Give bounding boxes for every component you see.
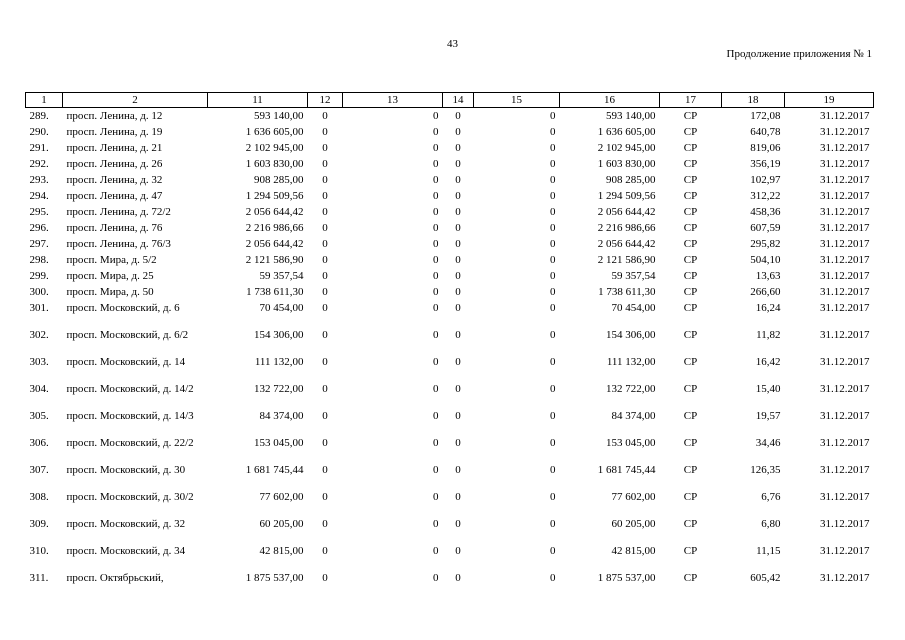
col19-cell: 31.12.2017 (820, 286, 870, 298)
table-row (26, 516, 874, 543)
col12-cell: 0 (322, 464, 328, 476)
address-cell: просп. Московский, д. 22/2 (66, 437, 194, 449)
col14-cell: 0 (455, 190, 461, 202)
col14-cell: 0 (455, 206, 461, 218)
col13-cell: 0 (433, 238, 439, 250)
col12-cell: 0 (322, 518, 328, 530)
col12-cell: 0 (322, 383, 328, 395)
address-cell: просп. Ленина, д. 12 (66, 110, 163, 122)
col19-cell: 31.12.2017 (820, 572, 870, 584)
col19-cell: 31.12.2017 (820, 491, 870, 503)
col16-cell: 1 294 509,56 (597, 190, 656, 202)
col11-cell: 1 875 537,00 (245, 572, 304, 584)
table-row (26, 284, 874, 300)
col17-cell: СР (683, 158, 698, 170)
address-cell: просп. Ленина, д. 21 (66, 142, 163, 154)
address-cell: просп. Ленина, д. 72/2 (66, 206, 171, 218)
column-header: 14 (443, 93, 474, 108)
table-row (26, 188, 874, 204)
table-row (26, 268, 874, 284)
table-row (26, 462, 874, 489)
col18-cell: 16,24 (755, 302, 781, 314)
col11-cell: 59 357,54 (259, 270, 304, 282)
col18-cell: 11,15 (756, 545, 781, 557)
col18-cell: 102,97 (750, 174, 781, 186)
table-row (26, 156, 874, 172)
col13-cell: 0 (433, 491, 439, 503)
col11-cell: 70 454,00 (259, 302, 304, 314)
col19-cell: 31.12.2017 (820, 356, 870, 368)
col15-cell: 0 (550, 410, 556, 422)
col14-cell: 0 (455, 572, 461, 584)
address-cell: просп. Московский, д. 14/3 (66, 410, 194, 422)
col14-cell: 0 (455, 518, 461, 530)
row-number: 300. (29, 286, 49, 298)
col12-cell: 0 (322, 158, 328, 170)
table-row (26, 124, 874, 140)
column-header: 11 (208, 93, 308, 108)
col19-cell: 31.12.2017 (820, 270, 870, 282)
col14-cell: 0 (455, 329, 461, 341)
col14-cell: 0 (455, 383, 461, 395)
table-body (26, 108, 874, 587)
col15-cell: 0 (550, 110, 556, 122)
col13-cell: 0 (433, 126, 439, 138)
row-number: 292. (29, 158, 49, 170)
address-cell: просп. Ленина, д. 76 (66, 222, 163, 234)
col12-cell: 0 (322, 437, 328, 449)
col13-cell: 0 (433, 270, 439, 282)
col14-cell: 0 (455, 286, 461, 298)
col13-cell: 0 (433, 545, 439, 557)
row-number: 308. (29, 491, 49, 503)
col18-cell: 6,80 (761, 518, 781, 530)
column-header: 1 (26, 93, 63, 108)
col16-cell: 2 121 586,90 (597, 254, 656, 266)
col11-cell: 132 722,00 (254, 383, 304, 395)
address-cell: просп. Московский, д. 6 (66, 302, 180, 314)
col19-cell: 31.12.2017 (820, 383, 870, 395)
col13-cell: 0 (433, 356, 439, 368)
col13-cell: 0 (433, 329, 439, 341)
row-number: 297. (29, 238, 49, 250)
col15-cell: 0 (550, 254, 556, 266)
table-row (26, 354, 874, 381)
column-header: 13 (343, 93, 443, 108)
col16-cell: 42 815,00 (611, 545, 656, 557)
col19-cell: 31.12.2017 (820, 206, 870, 218)
col14-cell: 0 (455, 410, 461, 422)
col14-cell: 0 (455, 464, 461, 476)
col18-cell: 356,19 (750, 158, 781, 170)
col16-cell: 132 722,00 (606, 383, 656, 395)
col19-cell: 31.12.2017 (820, 110, 870, 122)
address-cell: просп. Ленина, д. 19 (66, 126, 163, 138)
row-number: 307. (29, 464, 49, 476)
col16-cell: 1 603 830,00 (597, 158, 656, 170)
col12-cell: 0 (322, 302, 328, 314)
column-header: 2 (63, 93, 208, 108)
column-header: 15 (474, 93, 560, 108)
col14-cell: 0 (455, 158, 461, 170)
col16-cell: 84 374,00 (611, 410, 656, 422)
table-row (26, 140, 874, 156)
col14-cell: 0 (455, 356, 461, 368)
col15-cell: 0 (550, 545, 556, 557)
col13-cell: 0 (433, 410, 439, 422)
address-cell: просп. Октябрьский, (66, 572, 164, 584)
col11-cell: 2 102 945,00 (245, 142, 304, 154)
col18-cell: 504,10 (750, 254, 781, 266)
col17-cell: СР (683, 491, 698, 503)
table-row (26, 408, 874, 435)
address-cell: просп. Ленина, д. 76/3 (66, 238, 171, 250)
row-number: 305. (29, 410, 49, 422)
col15-cell: 0 (550, 270, 556, 282)
address-cell: просп. Мира, д. 25 (66, 270, 154, 282)
col11-cell: 1 603 830,00 (245, 158, 304, 170)
col17-cell: СР (683, 254, 698, 266)
row-number: 304. (29, 383, 49, 395)
col18-cell: 607,59 (750, 222, 781, 234)
row-number: 296. (29, 222, 49, 234)
col19-cell: 31.12.2017 (820, 410, 870, 422)
col18-cell: 458,36 (750, 206, 781, 218)
col19-cell: 31.12.2017 (820, 158, 870, 170)
row-number: 303. (29, 356, 49, 368)
col14-cell: 0 (455, 222, 461, 234)
column-header: 12 (308, 93, 343, 108)
col12-cell: 0 (322, 110, 328, 122)
col15-cell: 0 (550, 518, 556, 530)
col17-cell: СР (683, 518, 698, 530)
col19-cell: 31.12.2017 (820, 222, 870, 234)
col11-cell: 2 056 644,42 (245, 238, 304, 250)
col13-cell: 0 (433, 142, 439, 154)
col17-cell: СР (683, 410, 698, 422)
col16-cell: 111 132,00 (606, 356, 656, 368)
col18-cell: 640,78 (750, 126, 781, 138)
col12-cell: 0 (322, 206, 328, 218)
col14-cell: 0 (455, 174, 461, 186)
address-cell: просп. Мира, д. 5/2 (66, 254, 157, 266)
col12-cell: 0 (322, 238, 328, 250)
col15-cell: 0 (550, 206, 556, 218)
table-row (26, 543, 874, 570)
col14-cell: 0 (455, 437, 461, 449)
row-number: 309. (29, 518, 49, 530)
col13-cell: 0 (433, 286, 439, 298)
address-cell: просп. Московский, д. 14 (66, 356, 186, 368)
col13-cell: 0 (433, 110, 439, 122)
address-cell: просп. Московский, д. 32 (66, 518, 186, 530)
col15-cell: 0 (550, 464, 556, 476)
col14-cell: 0 (455, 254, 461, 266)
col15-cell: 0 (550, 491, 556, 503)
col18-cell: 266,60 (750, 286, 781, 298)
col15-cell: 0 (550, 572, 556, 584)
col16-cell: 1 681 745,44 (597, 464, 656, 476)
col17-cell: СР (683, 126, 698, 138)
col18-cell: 6,76 (761, 491, 781, 503)
col15-cell: 0 (550, 356, 556, 368)
table-row (26, 236, 874, 252)
col14-cell: 0 (455, 491, 461, 503)
address-cell: просп. Московский, д. 30/2 (66, 491, 194, 503)
table-row (26, 204, 874, 220)
column-header: 18 (722, 93, 785, 108)
col17-cell: СР (683, 464, 698, 476)
col11-cell: 84 374,00 (259, 410, 304, 422)
col18-cell: 15,40 (755, 383, 781, 395)
col17-cell: СР (683, 329, 698, 341)
col11-cell: 1 294 509,56 (245, 190, 304, 202)
table-row (26, 435, 874, 462)
header-row (26, 93, 874, 108)
col12-cell: 0 (322, 174, 328, 186)
col16-cell: 2 056 644,42 (597, 206, 656, 218)
col18-cell: 312,22 (750, 190, 781, 202)
table-row (26, 381, 874, 408)
col17-cell: СР (683, 383, 698, 395)
col16-cell: 153 045,00 (606, 437, 656, 449)
col19-cell: 31.12.2017 (820, 238, 870, 250)
col13-cell: 0 (433, 190, 439, 202)
row-number: 295. (29, 206, 49, 218)
col13-cell: 0 (433, 302, 439, 314)
row-number: 293. (29, 174, 49, 186)
column-header: 17 (660, 93, 722, 108)
col17-cell: СР (683, 190, 698, 202)
col17-cell: СР (683, 356, 698, 368)
col16-cell: 1 636 605,00 (597, 126, 656, 138)
col12-cell: 0 (322, 222, 328, 234)
row-number: 291. (29, 142, 49, 154)
col17-cell: СР (683, 286, 698, 298)
col18-cell: 819,06 (750, 142, 781, 154)
col19-cell: 31.12.2017 (820, 437, 870, 449)
column-header: 16 (560, 93, 660, 108)
col16-cell: 1 875 537,00 (597, 572, 656, 584)
address-cell: просп. Московский, д. 14/2 (66, 383, 194, 395)
col14-cell: 0 (455, 545, 461, 557)
col12-cell: 0 (322, 190, 328, 202)
col15-cell: 0 (550, 238, 556, 250)
col11-cell: 2 121 586,90 (245, 254, 304, 266)
col16-cell: 77 602,00 (611, 491, 656, 503)
col18-cell: 605,42 (750, 572, 781, 584)
col15-cell: 0 (550, 142, 556, 154)
table-row (26, 300, 874, 327)
col13-cell: 0 (433, 572, 439, 584)
col12-cell: 0 (322, 254, 328, 266)
address-cell: просп. Ленина, д. 47 (66, 190, 163, 202)
row-number: 299. (29, 270, 49, 282)
col19-cell: 31.12.2017 (820, 518, 870, 530)
col15-cell: 0 (550, 329, 556, 341)
col18-cell: 172,08 (750, 110, 781, 122)
table-row (26, 252, 874, 268)
col19-cell: 31.12.2017 (820, 126, 870, 138)
col15-cell: 0 (550, 383, 556, 395)
row-number: 290. (29, 126, 49, 138)
col18-cell: 19,57 (755, 410, 781, 422)
col15-cell: 0 (550, 190, 556, 202)
col12-cell: 0 (322, 142, 328, 154)
col19-cell: 31.12.2017 (820, 190, 870, 202)
col12-cell: 0 (322, 491, 328, 503)
col15-cell: 0 (550, 286, 556, 298)
col13-cell: 0 (433, 464, 439, 476)
address-cell: просп. Ленина, д. 26 (66, 158, 163, 170)
col16-cell: 2 216 986,66 (597, 222, 656, 234)
col13-cell: 0 (433, 158, 439, 170)
col17-cell: СР (683, 110, 698, 122)
table-row (26, 327, 874, 354)
col17-cell: СР (683, 206, 698, 218)
col14-cell: 0 (455, 238, 461, 250)
col17-cell: СР (683, 302, 698, 314)
row-number: 289. (29, 110, 49, 122)
col16-cell: 154 306,00 (606, 329, 656, 341)
col16-cell: 593 140,00 (606, 110, 656, 122)
col17-cell: СР (683, 545, 698, 557)
col11-cell: 1 636 605,00 (245, 126, 304, 138)
col13-cell: 0 (433, 174, 439, 186)
row-number: 298. (29, 254, 49, 266)
col15-cell: 0 (550, 158, 556, 170)
col12-cell: 0 (322, 126, 328, 138)
row-number: 311. (29, 572, 49, 584)
col12-cell: 0 (322, 329, 328, 341)
col14-cell: 0 (455, 142, 461, 154)
col16-cell: 2 056 644,42 (597, 238, 656, 250)
col15-cell: 0 (550, 222, 556, 234)
col12-cell: 0 (322, 410, 328, 422)
address-cell: просп. Московский, д. 6/2 (66, 329, 189, 341)
col15-cell: 0 (550, 437, 556, 449)
col19-cell: 31.12.2017 (820, 329, 870, 341)
col13-cell: 0 (433, 437, 439, 449)
col15-cell: 0 (550, 302, 556, 314)
col13-cell: 0 (433, 222, 439, 234)
data-table (25, 92, 874, 586)
table-row (26, 220, 874, 236)
col11-cell: 153 045,00 (254, 437, 304, 449)
col16-cell: 2 102 945,00 (597, 142, 656, 154)
col12-cell: 0 (322, 286, 328, 298)
col15-cell: 0 (550, 174, 556, 186)
table-row (26, 172, 874, 188)
row-number: 302. (29, 329, 49, 341)
col18-cell: 295,82 (750, 238, 781, 250)
col16-cell: 1 738 611,30 (598, 286, 656, 298)
col11-cell: 60 205,00 (259, 518, 304, 530)
table-row (26, 570, 874, 586)
col14-cell: 0 (455, 126, 461, 138)
col11-cell: 42 815,00 (259, 545, 304, 557)
col19-cell: 31.12.2017 (820, 142, 870, 154)
col19-cell: 31.12.2017 (820, 464, 870, 476)
col16-cell: 60 205,00 (611, 518, 656, 530)
col16-cell: 59 357,54 (611, 270, 656, 282)
col15-cell: 0 (550, 126, 556, 138)
col17-cell: СР (683, 437, 698, 449)
col11-cell: 1 738 611,30 (246, 286, 304, 298)
col19-cell: 31.12.2017 (820, 302, 870, 314)
col14-cell: 0 (455, 110, 461, 122)
col18-cell: 13,63 (755, 270, 781, 282)
col12-cell: 0 (322, 356, 328, 368)
col11-cell: 2 056 644,42 (245, 206, 304, 218)
col17-cell: СР (683, 174, 698, 186)
col17-cell: СР (683, 222, 698, 234)
col16-cell: 908 285,00 (606, 174, 656, 186)
col19-cell: 31.12.2017 (820, 545, 870, 557)
row-number: 310. (29, 545, 49, 557)
col14-cell: 0 (455, 270, 461, 282)
row-number: 306. (29, 437, 49, 449)
col13-cell: 0 (433, 383, 439, 395)
col11-cell: 154 306,00 (254, 329, 304, 341)
col17-cell: СР (683, 142, 698, 154)
col18-cell: 16,42 (755, 356, 781, 368)
col17-cell: СР (683, 270, 698, 282)
row-number: 301. (29, 302, 49, 314)
col12-cell: 0 (322, 270, 328, 282)
col11-cell: 2 216 986,66 (245, 222, 304, 234)
col11-cell: 77 602,00 (259, 491, 304, 503)
address-cell: просп. Мира, д. 50 (66, 286, 154, 298)
table-row (26, 108, 874, 125)
address-cell: просп. Ленина, д. 32 (66, 174, 163, 186)
col13-cell: 0 (433, 206, 439, 218)
col18-cell: 126,35 (750, 464, 781, 476)
col11-cell: 1 681 745,44 (245, 464, 304, 476)
col19-cell: 31.12.2017 (820, 254, 870, 266)
col11-cell: 111 132,00 (254, 356, 304, 368)
address-cell: просп. Московский, д. 30 (66, 464, 186, 476)
col13-cell: 0 (433, 518, 439, 530)
col11-cell: 593 140,00 (254, 110, 304, 122)
col12-cell: 0 (322, 572, 328, 584)
col16-cell: 70 454,00 (611, 302, 656, 314)
col11-cell: 908 285,00 (254, 174, 304, 186)
col17-cell: СР (683, 572, 698, 584)
col18-cell: 34,46 (755, 437, 781, 449)
column-header: 19 (785, 93, 874, 108)
col13-cell: 0 (433, 254, 439, 266)
page-number: 43 (447, 38, 458, 50)
continuation-label: Продолжение приложения № 1 (726, 48, 872, 60)
col19-cell: 31.12.2017 (820, 174, 870, 186)
address-cell: просп. Московский, д. 34 (66, 545, 186, 557)
col17-cell: СР (683, 238, 698, 250)
col12-cell: 0 (322, 545, 328, 557)
row-number: 294. (29, 190, 49, 202)
col14-cell: 0 (455, 302, 461, 314)
col18-cell: 11,82 (756, 329, 781, 341)
table-row (26, 489, 874, 516)
